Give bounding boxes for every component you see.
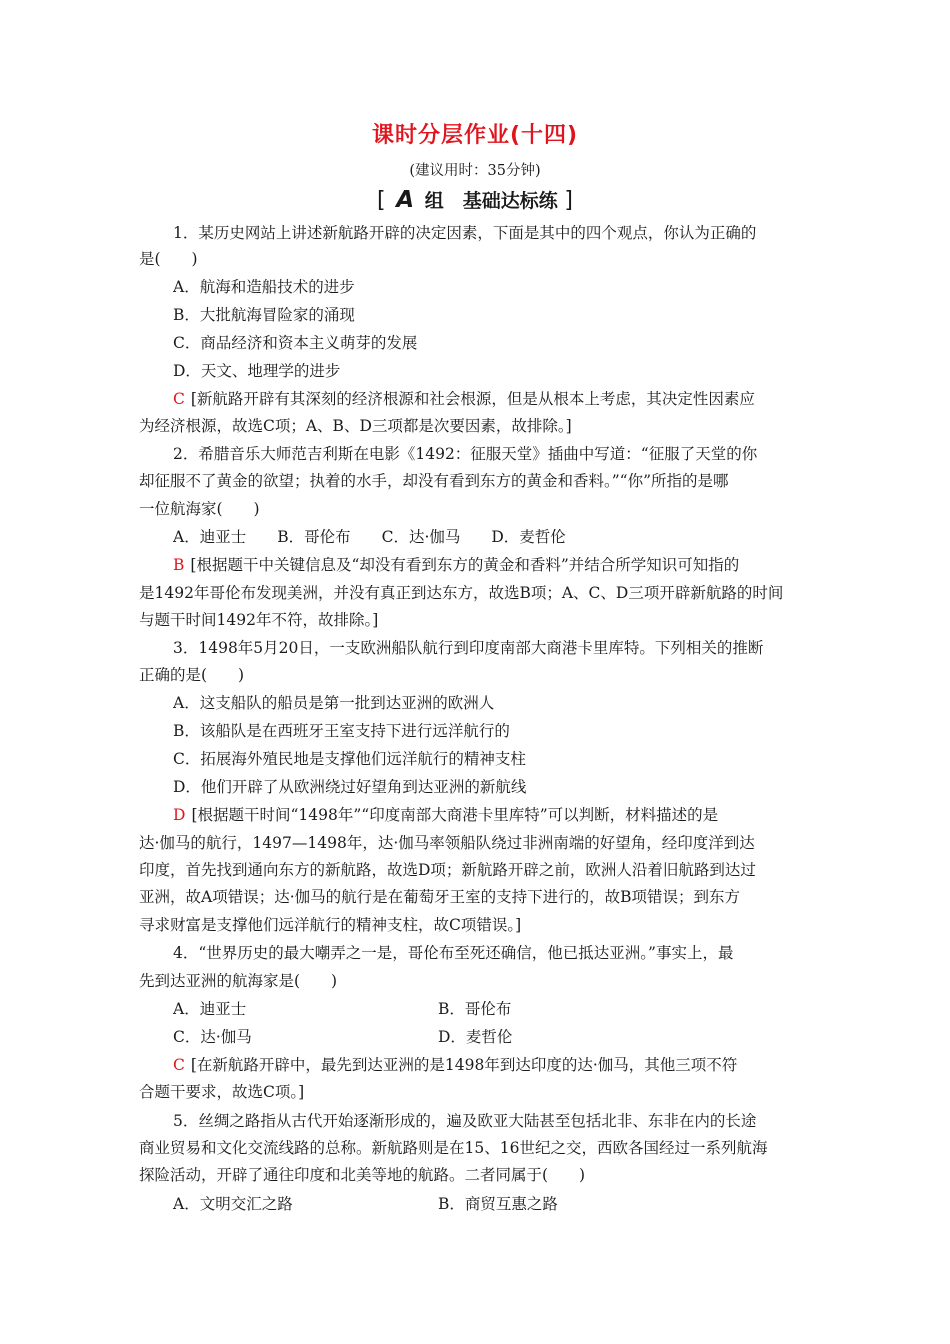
q1-option-d: D．天文、地理学的进步 bbox=[173, 362, 341, 380]
q1-explanation-line1 bbox=[173, 386, 755, 412]
q4-answer: C bbox=[173, 1056, 185, 1074]
q4-explanation-line1 bbox=[173, 1052, 737, 1078]
q1-answer: C bbox=[173, 390, 185, 408]
q1-option-a: A．航海和造船技术的进步 bbox=[173, 278, 355, 296]
q5-stem-line2: 商业贸易和文化交流线路的总称。新航路则是在15、16世纪之交，西欧各国经过一系列航海 bbox=[139, 1139, 768, 1157]
q3-explanation-line3: 印度，首先找到通向东方的新航路，故选D项；新航路开辟之前，欧洲人沿着旧航路到达过 bbox=[139, 861, 756, 879]
q2-explanation-line3: 与题干时间1492年不符，故排除。] bbox=[139, 611, 379, 629]
q2-options: A．迪亚士 B．哥伦布 C．达·伽马 D．麦哲伦 bbox=[173, 528, 566, 546]
q3-stem-line1: 3．1498年5月20日，一支欧洲船队航行到印度南部大商港卡里库特。下列相关的推断 bbox=[173, 639, 764, 657]
q3-answer: D bbox=[173, 806, 186, 824]
q5-option-a: A．文明交汇之路 bbox=[173, 1195, 293, 1213]
q4-explanation-line2: 合题干要求，故选C项。] bbox=[139, 1083, 305, 1101]
q1-option-c: C．商品经济和资本主义萌芽的发展 bbox=[173, 334, 418, 352]
q4-option-d: D．麦哲伦 bbox=[438, 1028, 513, 1046]
q2-explanation-line1 bbox=[173, 552, 739, 578]
q3-explanation-text: [根据题干时间“1498年”“印度南部大商港卡里库特”可以判断，材料描述的是 bbox=[191, 806, 719, 824]
bracket-close: ] bbox=[564, 188, 573, 213]
q3-option-c: C．拓展海外殖民地是支撑他们远洋航行的精神支柱 bbox=[173, 750, 526, 768]
bracket-open: [ bbox=[377, 188, 386, 213]
q3-option-b: B．该船队是在西班牙王室支持下进行远洋航行的 bbox=[173, 722, 510, 740]
q2-stem-line2: 却征服不了黄金的欲望；执着的水手，却没有看到东方的黄金和香料。”“你”所指的是哪 bbox=[139, 472, 729, 490]
q3-explanation-line2: 达·伽马的航行，1497—1498年，达·伽马率领船队绕过非洲南端的好望角，经印度洋到达 bbox=[139, 834, 755, 852]
q2-answer: B bbox=[173, 556, 185, 574]
q1-stem-line2: 是( ) bbox=[139, 250, 198, 268]
suggested-time: (建议用时：35分钟) bbox=[409, 163, 541, 179]
q3-explanation-line5: 寻求财富是支撑他们远洋航行的精神支柱，故C项错误。] bbox=[139, 916, 522, 934]
q4-stem-line1: 4．“世界历史的最大嘲弄之一是，哥伦布至死还确信，他已抵达亚洲。”事实上，最 bbox=[173, 944, 734, 962]
q4-option-c: C．达·伽马 bbox=[173, 1028, 252, 1046]
q5-stem-line3: 探险活动，开辟了通往印度和北美等地的航路。二者同属于( ) bbox=[139, 1166, 586, 1184]
q2-stem-line1: 2．希腊音乐大师范吉利斯在电影《1492：征服天堂》插曲中写道：“征服了天堂的你 bbox=[173, 445, 758, 463]
group-title: 组 基础达标练 bbox=[424, 190, 558, 212]
q3-explanation-line1 bbox=[173, 802, 718, 828]
q3-option-a: A．这支船队的船员是第一批到达亚洲的欧洲人 bbox=[173, 694, 495, 712]
q4-explanation-text: [在新航路开辟中，最先到达亚洲的是1498年到达印度的达·伽马，其他三项不符 bbox=[190, 1056, 738, 1074]
q1-option-b: B．大批航海冒险家的涌现 bbox=[173, 306, 355, 324]
q5-option-b: B．商贸互惠之路 bbox=[438, 1195, 558, 1213]
q3-option-d: D．他们开辟了从欧洲绕过好望角到达亚洲的新航线 bbox=[173, 778, 527, 796]
group-heading bbox=[0, 186, 950, 213]
group-letter: A bbox=[396, 187, 415, 213]
q3-stem-line2: 正确的是( ) bbox=[139, 666, 245, 684]
q5-stem-line1: 5．丝绸之路指从古代开始逐渐形成的，遍及欧亚大陆甚至包括北非、东非在内的长途 bbox=[173, 1112, 757, 1130]
q4-option-a: A．迪亚士 bbox=[173, 1000, 247, 1018]
q1-stem-line1: 1．某历史网站上讲述新航路开辟的决定因素，下面是其中的四个观点，你认为正确的 bbox=[173, 224, 757, 242]
q1-explanation-text: [新航路开辟有其深刻的经济根源和社会根源，但是从根本上考虑，其决定性因素应 bbox=[190, 390, 755, 408]
q2-explanation-text: [根据题干中关键信息及“却没有看到东方的黄金和香料”并结合所学知识可知指的 bbox=[190, 556, 740, 574]
q1-explanation-line2: 为经济根源，故选C项；A、B、D三项都是次要因素，故排除。] bbox=[139, 417, 572, 435]
q2-explanation-line2: 是1492年哥伦布发现美洲，并没有真正到达东方，故选B项；A、C、D三项开辟新航路的时间 bbox=[139, 584, 784, 602]
q4-stem-line2: 先到达亚洲的航海家是( ) bbox=[139, 972, 338, 990]
page-title: 课时分层作业(十四) bbox=[371, 123, 579, 148]
q2-stem-line3: 一位航海家( ) bbox=[139, 500, 260, 518]
q3-explanation-line4: 亚洲，故A项错误；达·伽马的航行是在葡萄牙王室的支持下进行的，故B项错误；到东方 bbox=[139, 888, 741, 906]
q4-option-b: B．哥伦布 bbox=[438, 1000, 512, 1018]
